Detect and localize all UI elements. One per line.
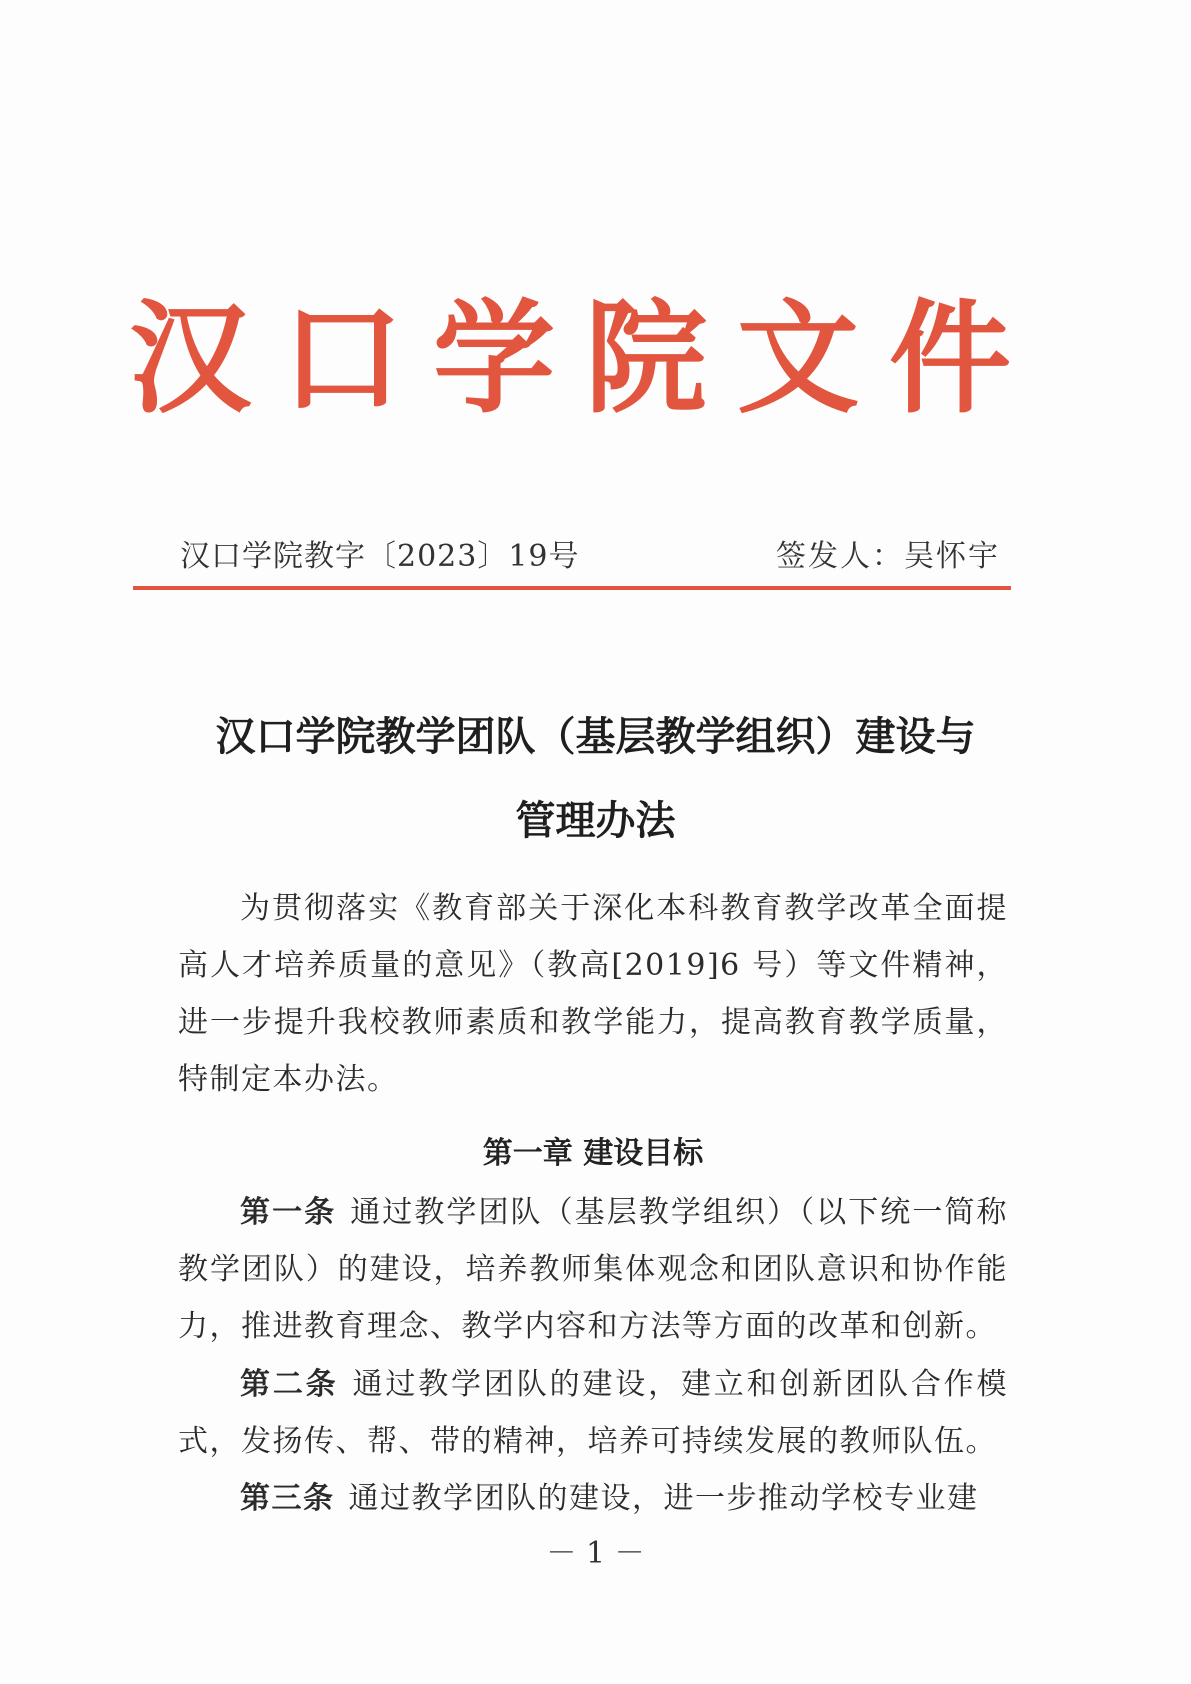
article-3 <box>178 1470 1008 1527</box>
masthead-char: 学 <box>433 286 555 430</box>
article-label: 第三条 <box>240 1481 335 1516</box>
masthead-char: 汉 <box>129 286 251 430</box>
article-2 <box>178 1356 1008 1470</box>
title-line-1: 汉口学院教学团队（基层教学组织）建设与 <box>215 714 976 760</box>
masthead <box>120 288 1020 428</box>
title-line-2: 管理办法 <box>515 798 676 844</box>
red-divider-line <box>133 586 1011 590</box>
chapter-heading: 第一章 建设目标 <box>482 1136 704 1171</box>
article-label: 第二条 <box>240 1367 339 1402</box>
article-text: 通过教学团队（基层教学组织）（以下统一简称教学团队）的建设，培养教师集体观念和团队意识和协作能力，推进教育理念、教学内容和方法等方面的改革和创新。 <box>178 1195 1009 1344</box>
masthead-char: 口 <box>281 286 403 430</box>
signer: 签发人：吴怀宇 <box>776 539 1000 574</box>
doc-info-row <box>180 535 1000 579</box>
document-title <box>150 695 1041 863</box>
doc-number: 汉口学院教字〔2023〕19号 <box>180 539 580 574</box>
masthead-char: 院 <box>585 286 707 430</box>
article-text: 通过教学团队的建设，进一步推动学校专业建 <box>348 1481 979 1516</box>
masthead-char: 件 <box>889 286 1011 430</box>
article-label: 第一条 <box>240 1195 337 1230</box>
intro-paragraph: 为贯彻落实《教育部关于深化本科教育教学改革全面提高人才培养质量的意见》（教高[2019]6 号）等文件精神，进一步提升我校教师素质和教学能力，提高教育教学质量，特制定本办法。 <box>178 891 1008 1097</box>
article-1 <box>178 1184 1008 1355</box>
masthead-char: 文 <box>737 286 859 430</box>
article-text: 通过教学团队的建设，建立和创新团队合作模式，发扬传、帮、带的精神，培养可持续发展的教师队伍。 <box>178 1367 1009 1459</box>
page-number: － 1 － <box>546 1536 645 1571</box>
